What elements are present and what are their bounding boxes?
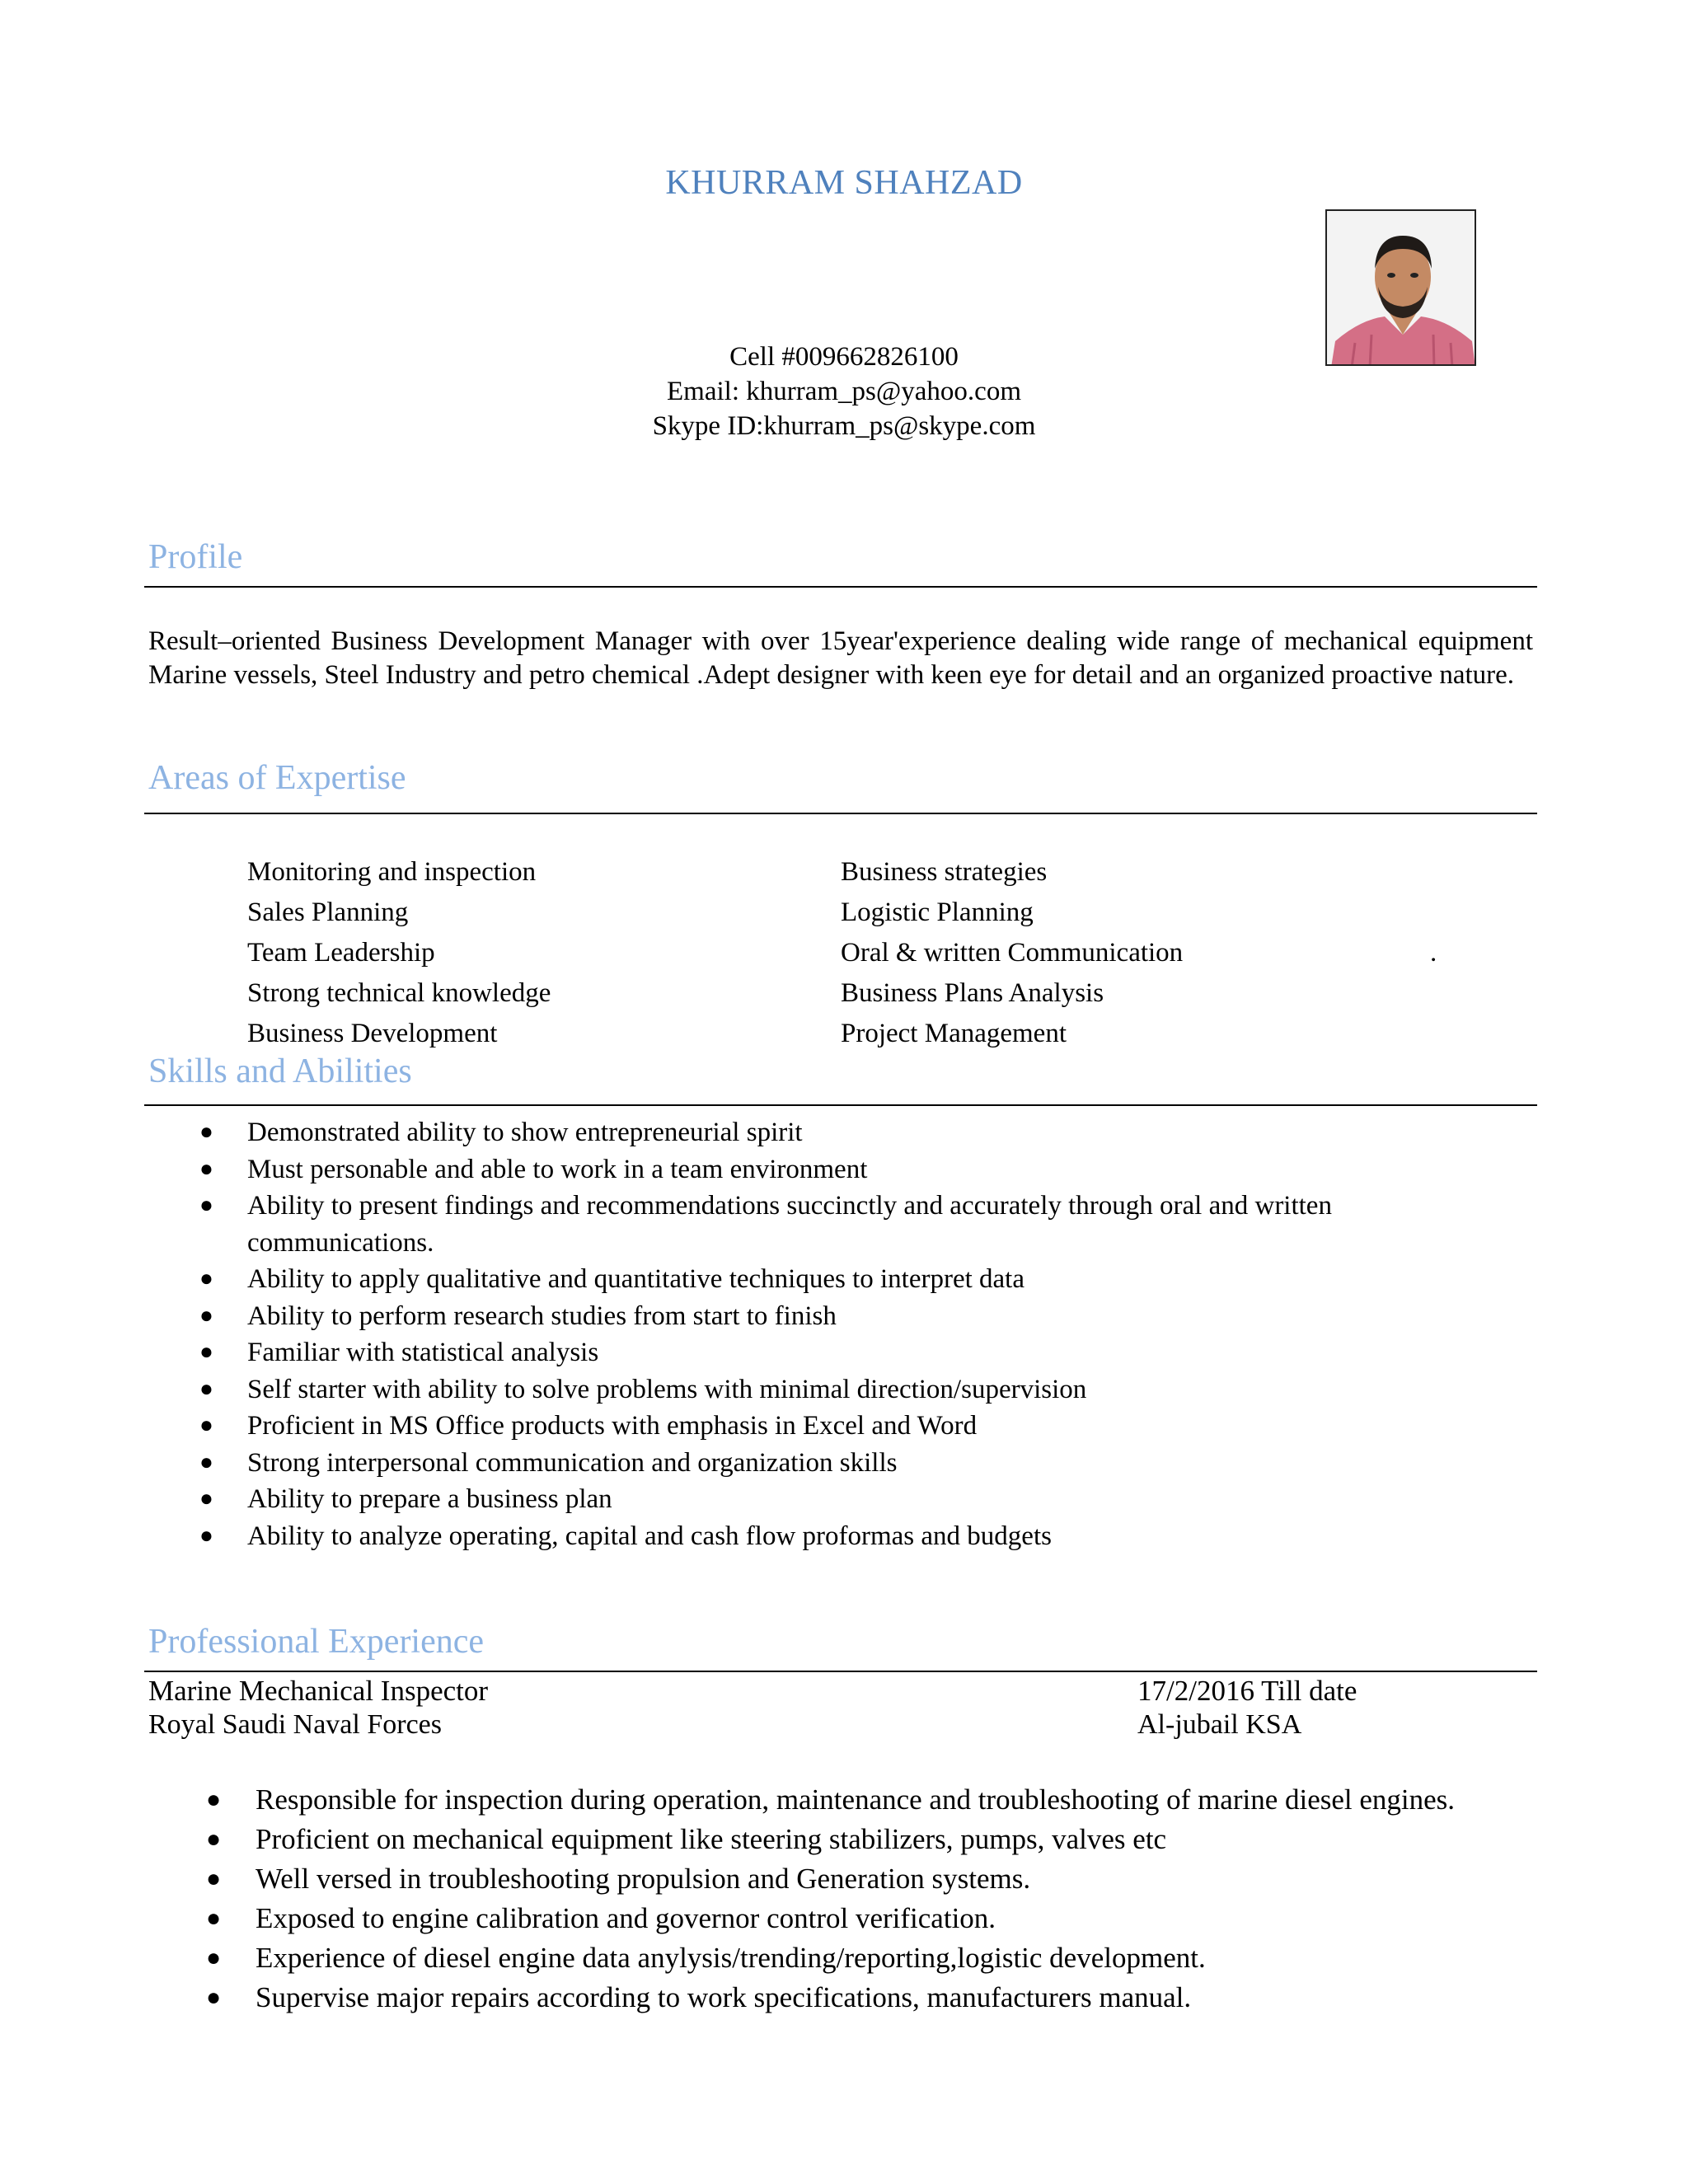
job-duty-item: ● Proficient on mechanical equipment like steering stabilizers, pumps, valves etc (256, 1820, 1533, 1859)
skill-item: ● Self starter with ability to solve problems with minimal direction/supervision (247, 1371, 1500, 1408)
bullet-icon: ● (206, 1984, 222, 2011)
job-dates: 17/2/2016 Till date (1137, 1675, 1357, 1707)
candidate-name: KHURRAM SHAHZAD (665, 164, 1023, 202)
skill-item: ● Ability to present findings and recommendations succinctly and accurately through oral and written communications. (247, 1188, 1500, 1261)
expertise-heading: Areas of Expertise (148, 759, 406, 797)
skill-item: ● Strong interpersonal communication and organization skills (247, 1445, 1500, 1482)
expertise-row (247, 938, 1484, 978)
experience-heading: Professional Experience (148, 1623, 485, 1661)
bullet-icon: ● (199, 1302, 213, 1329)
job-title: Marine Mechanical Inspector (148, 1675, 489, 1707)
skill-item: ● Ability to prepare a business plan (247, 1481, 1500, 1518)
bullet-icon: ● (199, 1376, 213, 1402)
bullet-icon: ● (199, 1413, 213, 1438)
profile-heading: Profile (148, 538, 243, 576)
profile-divider (144, 586, 1537, 588)
expertise-item: Oral & written Communication (841, 938, 1184, 968)
job-company-row (148, 1709, 1533, 1741)
bullet-icon: ● (206, 1825, 222, 1853)
skill-item: ● Ability to analyze operating, capital and cash flow proformas and budgets (247, 1518, 1500, 1555)
job-duty-item: ● Responsible for inspection during operation, maintenance and troubleshooting of marine diesel engines. (256, 1780, 1533, 1820)
experience-divider (144, 1671, 1537, 1672)
skill-item: ● Demonstrated ability to show entrepreneurial spirit (247, 1114, 1500, 1151)
bullet-icon: ● (206, 1905, 222, 1932)
skills-heading: Skills and Abilities (148, 1052, 412, 1090)
job-duty-item: ● Supervise major repairs according to work specifications, manufacturers manual. (256, 1978, 1533, 2018)
job-duties-list (206, 1780, 1533, 2018)
skill-item: ● Ability to perform research studies from start to finish (247, 1298, 1500, 1335)
email-address: Email: khurram_ps@yahoo.com (667, 377, 1021, 406)
expertise-grid (247, 857, 1484, 1059)
skill-item: ● Proficient in MS Office products with emphasis in Excel and Word (247, 1408, 1500, 1445)
expertise-item: Team Leadership (247, 938, 435, 968)
bullet-icon: ● (199, 1193, 213, 1218)
bullet-icon: ● (199, 1486, 213, 1511)
job-duty-item: ● Well versed in troubleshooting propulsion and Generation systems. (256, 1859, 1533, 1899)
stray-period: . (1430, 938, 1437, 968)
profile-summary: Result–oriented Business Development Manager with over 15year'experience dealing wide range of mechanical equipment Marine vessels, Steel Industry and petro chemical .Adept designer with keen eye for detail and an organized proactive nature. (148, 626, 1533, 690)
expertise-item: Logistic Planning (841, 898, 1034, 927)
expertise-item: Sales Planning (247, 898, 409, 927)
bullet-icon: ● (199, 1119, 213, 1145)
bullet-icon: ● (199, 1522, 213, 1549)
skill-item: ● Must personable and able to work in a team environment (247, 1151, 1500, 1188)
bullet-icon: ● (206, 1786, 222, 1813)
expertise-row (247, 898, 1484, 938)
bullet-icon: ● (199, 1155, 213, 1182)
skills-list (199, 1114, 1500, 1554)
bullet-icon: ● (199, 1339, 213, 1365)
job-duty-item: ● Experience of diesel engine data anylysis/trending/reporting,logistic development. (256, 1938, 1533, 1978)
bullet-icon: ● (199, 1266, 213, 1291)
cell-number: Cell #009662826100 (729, 342, 959, 372)
expertise-item: Business strategies (841, 857, 1048, 887)
bullet-icon: ● (206, 1865, 222, 1892)
skype-id: Skype ID:khurram_ps@skype.com (652, 411, 1036, 441)
job-title-row (148, 1675, 1533, 1708)
expertise-item: Business Plans Analysis (841, 978, 1104, 1008)
bullet-icon: ● (206, 1944, 222, 1971)
expertise-row (247, 978, 1484, 1019)
skill-item: ● Familiar with statistical analysis (247, 1334, 1500, 1371)
expertise-row (247, 1019, 1484, 1059)
expertise-row (247, 857, 1484, 898)
bullet-icon: ● (199, 1449, 213, 1475)
job-company: Royal Saudi Naval Forces (148, 1709, 442, 1740)
job-duty-item: ● Exposed to engine calibration and governor control verification. (256, 1899, 1533, 1938)
expertise-item: Strong technical knowledge (247, 978, 551, 1008)
expertise-item: Monitoring and inspection (247, 857, 537, 887)
skills-divider (144, 1104, 1537, 1106)
contact-block (0, 340, 1688, 443)
expertise-divider (144, 813, 1537, 814)
job-location: Al-jubail KSA (1137, 1709, 1302, 1740)
skill-item: ● Ability to apply qualitative and quantitative techniques to interpret data (247, 1261, 1500, 1298)
expertise-item: Business Development (247, 1019, 498, 1048)
expertise-item: Project Management (841, 1019, 1067, 1048)
